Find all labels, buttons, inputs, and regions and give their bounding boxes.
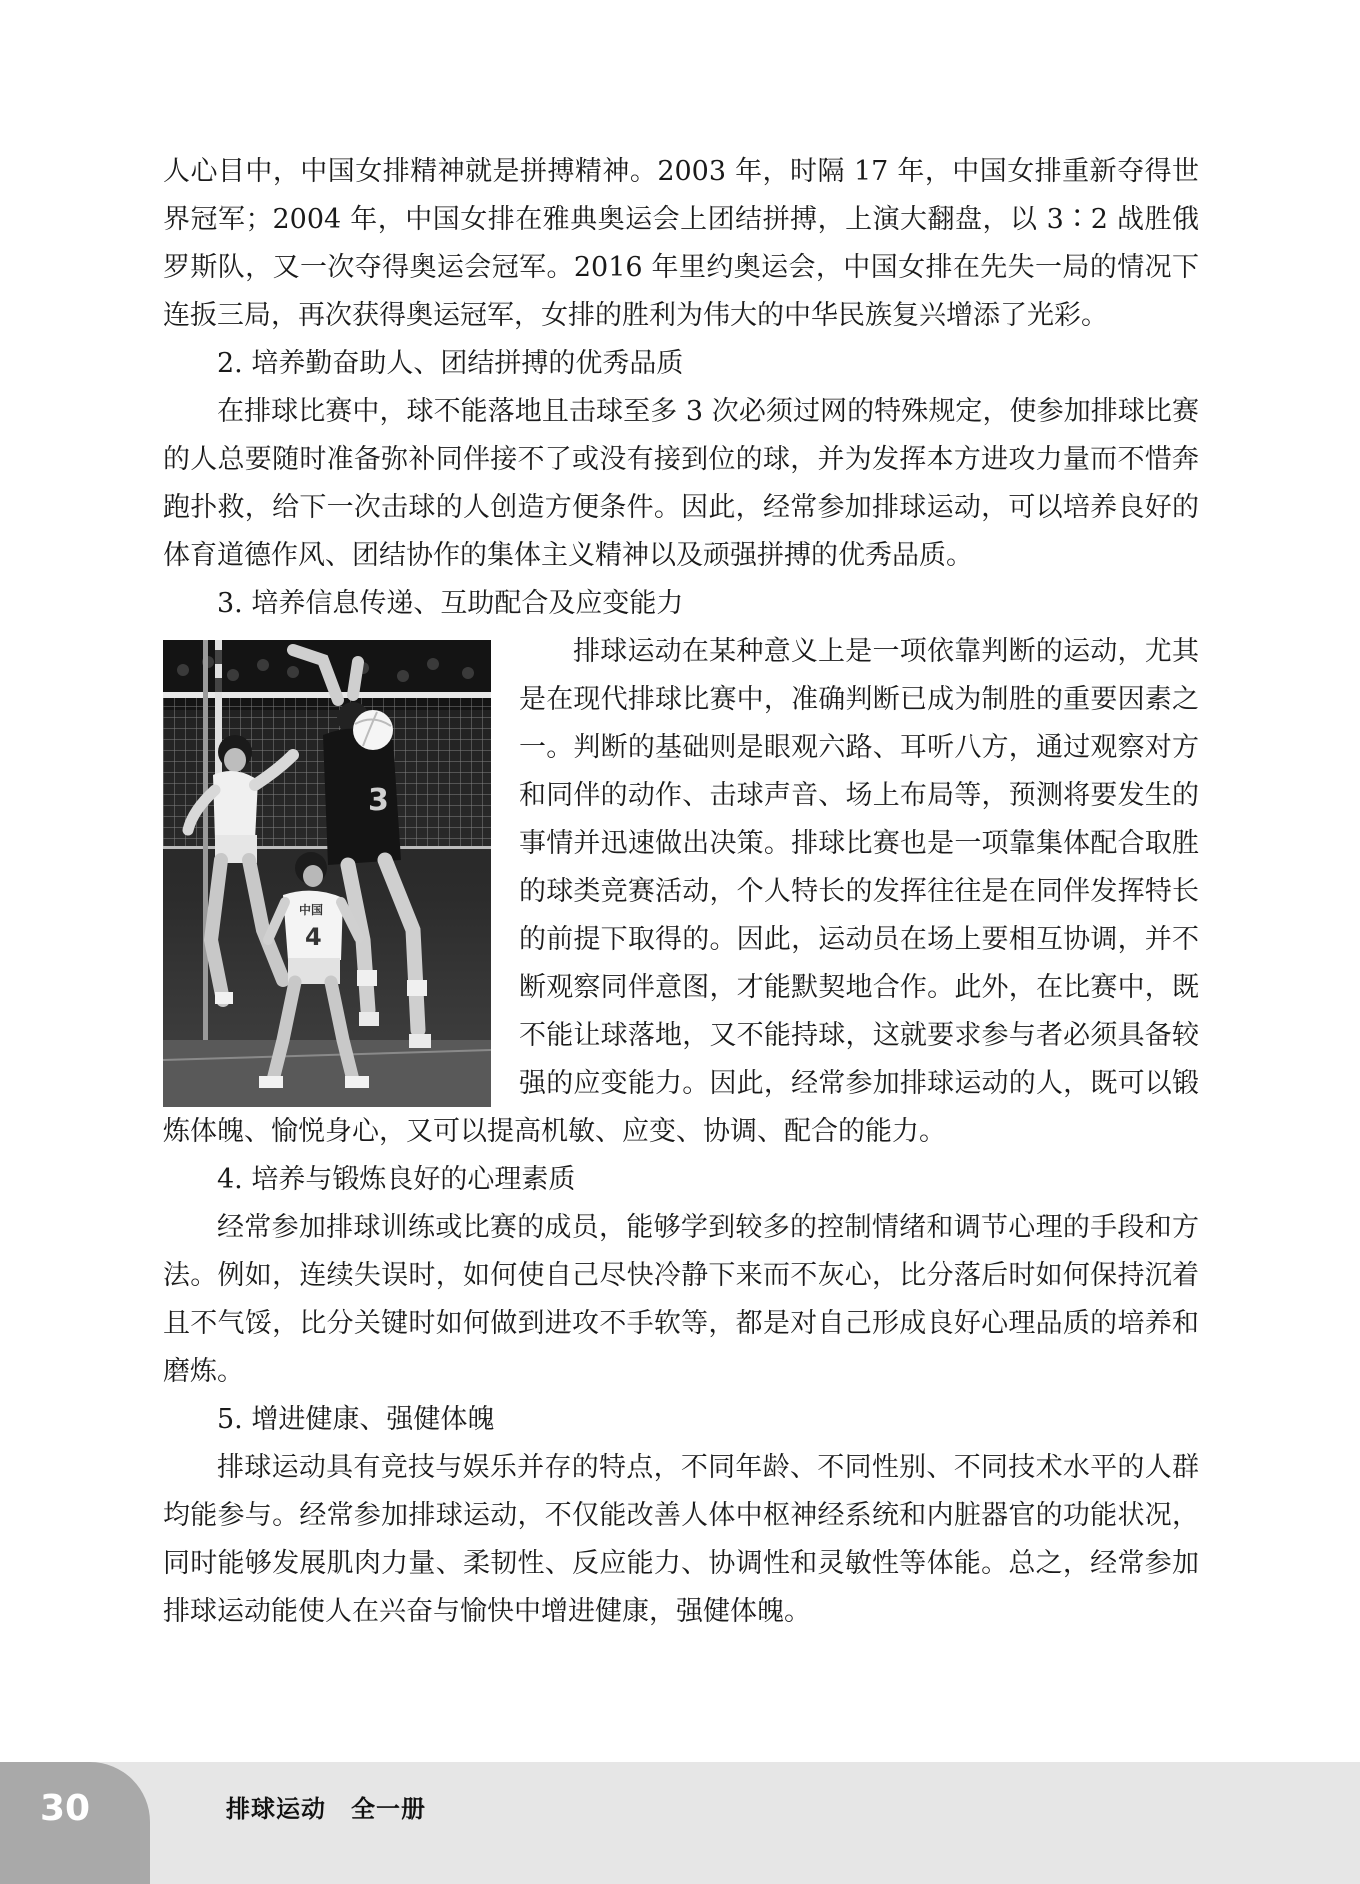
heading-psychological-quality: 4. 培养与锻炼良好的心理素质: [217, 1164, 576, 1195]
volleyball-photo-icon: [163, 640, 491, 1107]
heading-health-fitness: 5. 增进健康、强健体魄: [217, 1404, 495, 1435]
jersey-number-back: 3: [368, 783, 389, 818]
footer-band: [0, 1762, 1360, 1884]
paragraph-communication-adaptability: 排球运动在某种意义上是一项依靠判断的运动，尤其是在现代排球比赛中，准确判断已成为制胜的重要因素之一。判断的基础则是眼观六路、耳听八方，通过观察对方和同伴的动作、击球声音、场上布局等，预测将要发生的事情并迅速做出决策。排球比赛也是一项靠集体配合取胜的球类竞赛活动，个人特长的发挥往往是在同伴发挥特长的前提下取得的。因此，运动员在场上要相互协调，并不断观察同伴意图，才能默契地合作。此外，在比赛中，既不能让球落地，又不能持球，这就要求参与者必须具备较强的应变能力。因此，经常参加排球运动的人，既可以锻炼体魄、愉悦身心，又可以提高机敏、应变、协调、配合的能力。: [163, 636, 1199, 1147]
heading-communication-adaptability: 3. 培养信息传递、互助配合及应变能力: [217, 588, 684, 619]
paragraph-diligence-teamwork: 在排球比赛中，球不能落地且击球至多 3 次必须过网的特殊规定，使参加排球比赛的人总要随时准备弥补同伴接不了或没有接到位的球，并为发挥本方进攻力量而不惜奔跑扑救，给下一次击球的人创造方便条件。因此，经常参加排球运动，可以培养良好的体育道德作风、团结协作的集体主义精神以及顽强拼搏的优秀品质。: [163, 396, 1199, 571]
heading-diligence-teamwork: 2. 培养勤奋助人、团结拼搏的优秀品质: [217, 348, 684, 379]
paragraph-psychological-quality: 经常参加排球训练或比赛的成员，能够学到较多的控制情绪和调节心理的手段和方法。例如，连续失误时，如何使自己尽快冷静下来而不灰心，比分落后时如何保持沉着且不气馁，比分关键时如何做到进攻不手软等，都是对自己形成良好心理品质的培养和磨炼。: [163, 1212, 1199, 1387]
book-title: 排球运动 全一册: [226, 1795, 426, 1823]
jersey-team-label: 中国: [299, 903, 324, 917]
page-number: 30: [40, 1788, 91, 1829]
paragraph-health-fitness: 排球运动具有竞技与娱乐并存的特点，不同年龄、不同性别、不同技术水平的人群均能参与。经常参加排球运动，不仅能改善人体中枢神经系统和内脏器官的功能状况，同时能够发展肌肉力量、柔韧性、反应能力、协调性和灵敏性等体能。总之，经常参加排球运动能使人在兴奋与愉快中增进健康，强健体魄。: [163, 1452, 1199, 1627]
jersey-number-front: 4: [305, 923, 322, 951]
volleyball-photo: [163, 640, 491, 1107]
page-content: [163, 148, 1199, 1636]
paragraph-womens-volleyball-spirit: 人心目中，中国女排精神就是拼搏精神。2003 年，时隔 17 年，中国女排重新夺得世界冠军；2004 年，中国女排在雅典奥运会上团结拼搏，上演大翻盘，以 3∶2 战胜俄罗斯队，又一次夺得奥运会冠军。2016 年里约奥运会，中国女排在先失一局的情况下连扳三局，再次获得奥运冠军，女排的胜利为伟大的中华民族复兴增添了光彩。: [163, 156, 1199, 331]
